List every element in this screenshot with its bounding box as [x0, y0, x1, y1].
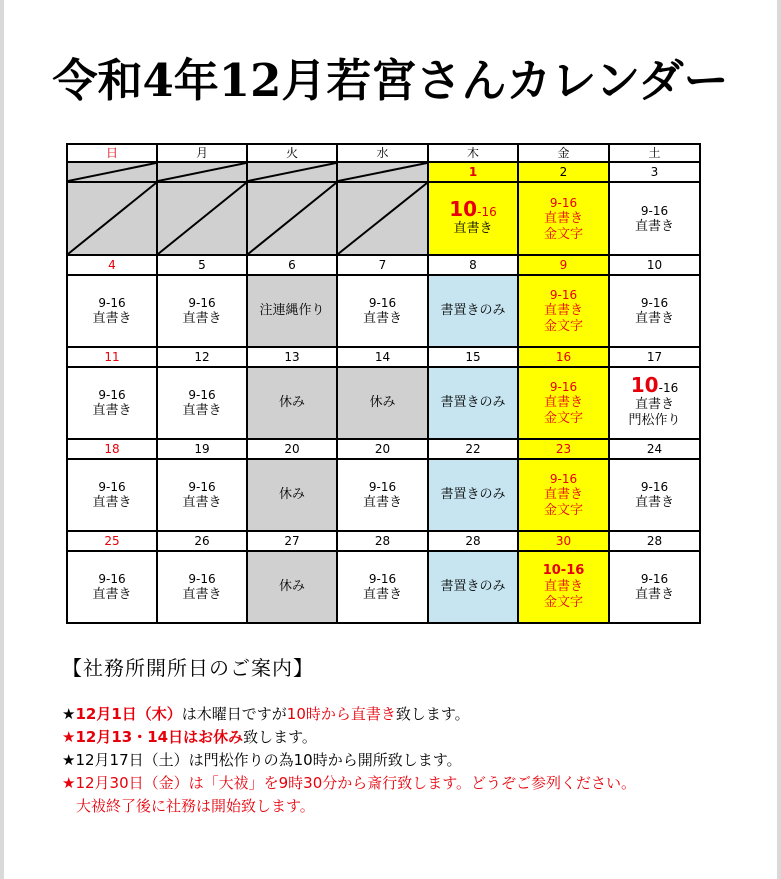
day-number: 20 [247, 439, 337, 459]
notice-text: 致します。 [395, 705, 470, 723]
day-cell [428, 275, 518, 347]
day-cell [247, 367, 337, 439]
day-number: 12 [157, 347, 247, 367]
day-label: 書置きのみ [440, 395, 506, 410]
notice-line: 大祓終了後に社務は開始致します。 [76, 797, 315, 815]
day-number: 11 [67, 347, 157, 367]
day-cell [518, 459, 609, 531]
day-number: 25 [67, 531, 157, 551]
notice-text: 致します。 [243, 728, 317, 746]
open-hour: 10 [630, 373, 659, 397]
week5-number-row [67, 531, 700, 551]
day-time: 9-16 [98, 296, 126, 310]
day-number: 9 [518, 255, 609, 275]
day-cell [428, 459, 518, 531]
day-label: 休み [369, 395, 396, 410]
day-cell [67, 367, 157, 439]
day-label: 書置きのみ [440, 579, 506, 594]
empty-day-cell [157, 182, 247, 255]
weekday-fri: 金 [518, 144, 609, 162]
day-label: 休み [278, 395, 305, 410]
day-label: 金文字 [543, 503, 583, 518]
open-hour: 10 [449, 196, 478, 221]
weekday-mon: 月 [157, 144, 247, 162]
weekday-wed: 水 [337, 144, 428, 162]
day-label: 直書き [634, 495, 674, 510]
day-number: 28 [609, 531, 700, 551]
day-number: 13 [247, 347, 337, 367]
weekday-header-row [67, 144, 700, 162]
day-number: 28 [337, 531, 428, 551]
day-number: 16 [518, 347, 609, 367]
day-number: 15 [428, 347, 518, 367]
day-label: 直書き [634, 397, 674, 412]
day-cell [337, 275, 428, 347]
day-label: 書置きのみ [440, 303, 506, 318]
day-number: 30 [518, 531, 609, 551]
day-cell [609, 275, 700, 347]
notice-highlight: 12月13・14日はお休み [75, 728, 244, 746]
day-time: 9-16 [368, 480, 397, 494]
weekday-tue: 火 [247, 144, 337, 162]
day-number: 5 [157, 255, 247, 275]
day-cell [67, 275, 157, 347]
day-time: 10-16 [542, 563, 585, 578]
day-cell [337, 367, 428, 439]
star-icon: ★ [62, 728, 76, 746]
day-label: 直書き [92, 495, 132, 510]
day-cell [518, 275, 609, 347]
day-cell [247, 459, 337, 531]
day-cell [67, 459, 157, 531]
day-time: 9-16 [368, 572, 397, 586]
calendar-table [66, 143, 701, 624]
day-number: 2 [518, 162, 609, 182]
day-cell [337, 551, 428, 623]
day-cell [428, 367, 518, 439]
day-label: 注連縄作り [259, 303, 325, 318]
notice-text: は木曜日ですが [181, 705, 287, 723]
week3-content-row [67, 367, 700, 439]
star-icon: ★ [62, 705, 76, 723]
diagonal-line [158, 163, 246, 181]
day-time: 9-16 [640, 480, 669, 494]
day-cell [609, 459, 700, 531]
day-time: 9-16 [188, 388, 216, 402]
weekday-sat: 土 [609, 144, 700, 162]
day-label: 直書き [92, 311, 132, 326]
day-cell [157, 367, 247, 439]
day-cell [157, 551, 247, 623]
diagonal-line [158, 183, 246, 254]
day-number: 14 [337, 347, 428, 367]
day-time: 9-16 [188, 480, 216, 494]
day-label: 門松作り [628, 413, 681, 428]
notice-line [62, 703, 636, 726]
day-time: 9-16 [188, 296, 216, 310]
day-cell [157, 275, 247, 347]
close-hour: -16 [477, 204, 497, 219]
day-label: 金文字 [543, 226, 583, 242]
day-label: 直書き [362, 587, 402, 602]
notice-heading: 【社務所開所日のご案内】 [62, 656, 314, 680]
day-cell [428, 182, 518, 255]
day-number: 10 [609, 255, 700, 275]
day-time: 9-16 [98, 572, 126, 586]
empty-day-cell [247, 182, 337, 255]
notice-line: ★12月17日（土）は門松作りの為10時から開所致します。 [62, 751, 462, 769]
day-label: 書置きのみ [440, 487, 506, 502]
day-number: 7 [337, 255, 428, 275]
day-time: 9-16 [368, 296, 397, 310]
day-label: 直書き [543, 579, 583, 594]
notice-list [62, 703, 636, 818]
day-number: 8 [428, 255, 518, 275]
day-cell [247, 275, 337, 347]
day-label: 直書き [182, 403, 222, 418]
weekday-sun: 日 [67, 144, 157, 162]
day-cell [157, 459, 247, 531]
day-label: 金文字 [543, 595, 583, 610]
day-number: 28 [428, 531, 518, 551]
day-number: 3 [609, 162, 700, 182]
day-number: 4 [67, 255, 157, 275]
notice-highlight: 10時から直書き [286, 705, 396, 723]
day-number: 26 [157, 531, 247, 551]
day-cell [609, 367, 700, 439]
left-edge [0, 0, 4, 879]
weekday-thu: 木 [428, 144, 518, 162]
day-time: 9-16 [549, 472, 578, 486]
day-cell [337, 459, 428, 531]
diagonal-line [338, 183, 427, 254]
day-number: 27 [247, 531, 337, 551]
day-cell [67, 551, 157, 623]
page-title: 令和4年12月若宮さんカレンダー [52, 54, 729, 107]
diagonal-line [338, 163, 427, 181]
day-cell [518, 182, 609, 255]
day-label: 直書き [543, 303, 583, 318]
day-label: 直書き [182, 495, 222, 510]
day-number: 1 [428, 162, 518, 182]
empty-day-number [157, 162, 247, 182]
empty-day-number [247, 162, 337, 182]
day-number: 18 [67, 439, 157, 459]
diagonal-line [248, 183, 336, 254]
close-hour: -16 [658, 381, 679, 395]
diagonal-line [248, 163, 336, 181]
day-label: 直書き [543, 210, 583, 226]
day-label: 直書き [543, 395, 583, 410]
diagonal-line [68, 183, 156, 254]
day-label: 直書き [453, 220, 493, 236]
day-time: 9-16 [640, 203, 669, 218]
day-number: 20 [337, 439, 428, 459]
day-label: 直書き [92, 403, 132, 418]
empty-day-number [337, 162, 428, 182]
day-cell [518, 367, 609, 439]
day-number: 17 [609, 347, 700, 367]
day-time: 9-16 [549, 288, 578, 302]
day-time: 9-16 [549, 195, 578, 210]
day-time: 9-16 [640, 572, 669, 586]
day-label: 直書き [362, 495, 402, 510]
day-number: 19 [157, 439, 247, 459]
day-cell [428, 551, 518, 623]
day-number: 23 [518, 439, 609, 459]
day-label: 金文字 [543, 319, 583, 334]
day-number: 24 [609, 439, 700, 459]
day-label: 休み [278, 579, 305, 594]
day-number: 22 [428, 439, 518, 459]
week1-number-row [67, 162, 700, 182]
notice-date: 12月1日（木） [75, 705, 182, 723]
diagonal-line [68, 163, 156, 181]
day-cell [518, 551, 609, 623]
empty-day-cell [67, 182, 157, 255]
notice-line [62, 726, 636, 749]
empty-day-cell [337, 182, 428, 255]
week4-content-row [67, 459, 700, 531]
empty-day-number [67, 162, 157, 182]
day-label: 金文字 [543, 411, 583, 426]
day-label: 直書き [543, 487, 583, 502]
day-label: 直書き [634, 218, 674, 234]
week1-content-row [67, 182, 700, 255]
day-number: 6 [247, 255, 337, 275]
day-label: 休み [278, 487, 305, 502]
day-cell [609, 182, 700, 255]
day-cell [247, 551, 337, 623]
week2-content-row [67, 275, 700, 347]
day-time: 9-16 [98, 480, 126, 494]
notice-line: ★12月30日（金）は「大祓」を9時30分から斎行致します。どうぞご参列ください。 [62, 774, 637, 792]
day-label: 直書き [92, 587, 132, 602]
day-time: 9-16 [549, 380, 578, 394]
day-label: 直書き [634, 587, 674, 602]
right-edge [777, 0, 781, 879]
week2-number-row [67, 255, 700, 275]
week5-content-row [67, 551, 700, 623]
day-label: 直書き [182, 587, 222, 602]
day-label: 直書き [182, 311, 222, 326]
day-label: 直書き [634, 311, 674, 326]
day-cell [609, 551, 700, 623]
day-time: 9-16 [98, 388, 126, 402]
day-label: 直書き [362, 311, 402, 326]
week4-number-row [67, 439, 700, 459]
day-time: 9-16 [640, 296, 669, 310]
day-time: 9-16 [188, 572, 216, 586]
week3-number-row [67, 347, 700, 367]
